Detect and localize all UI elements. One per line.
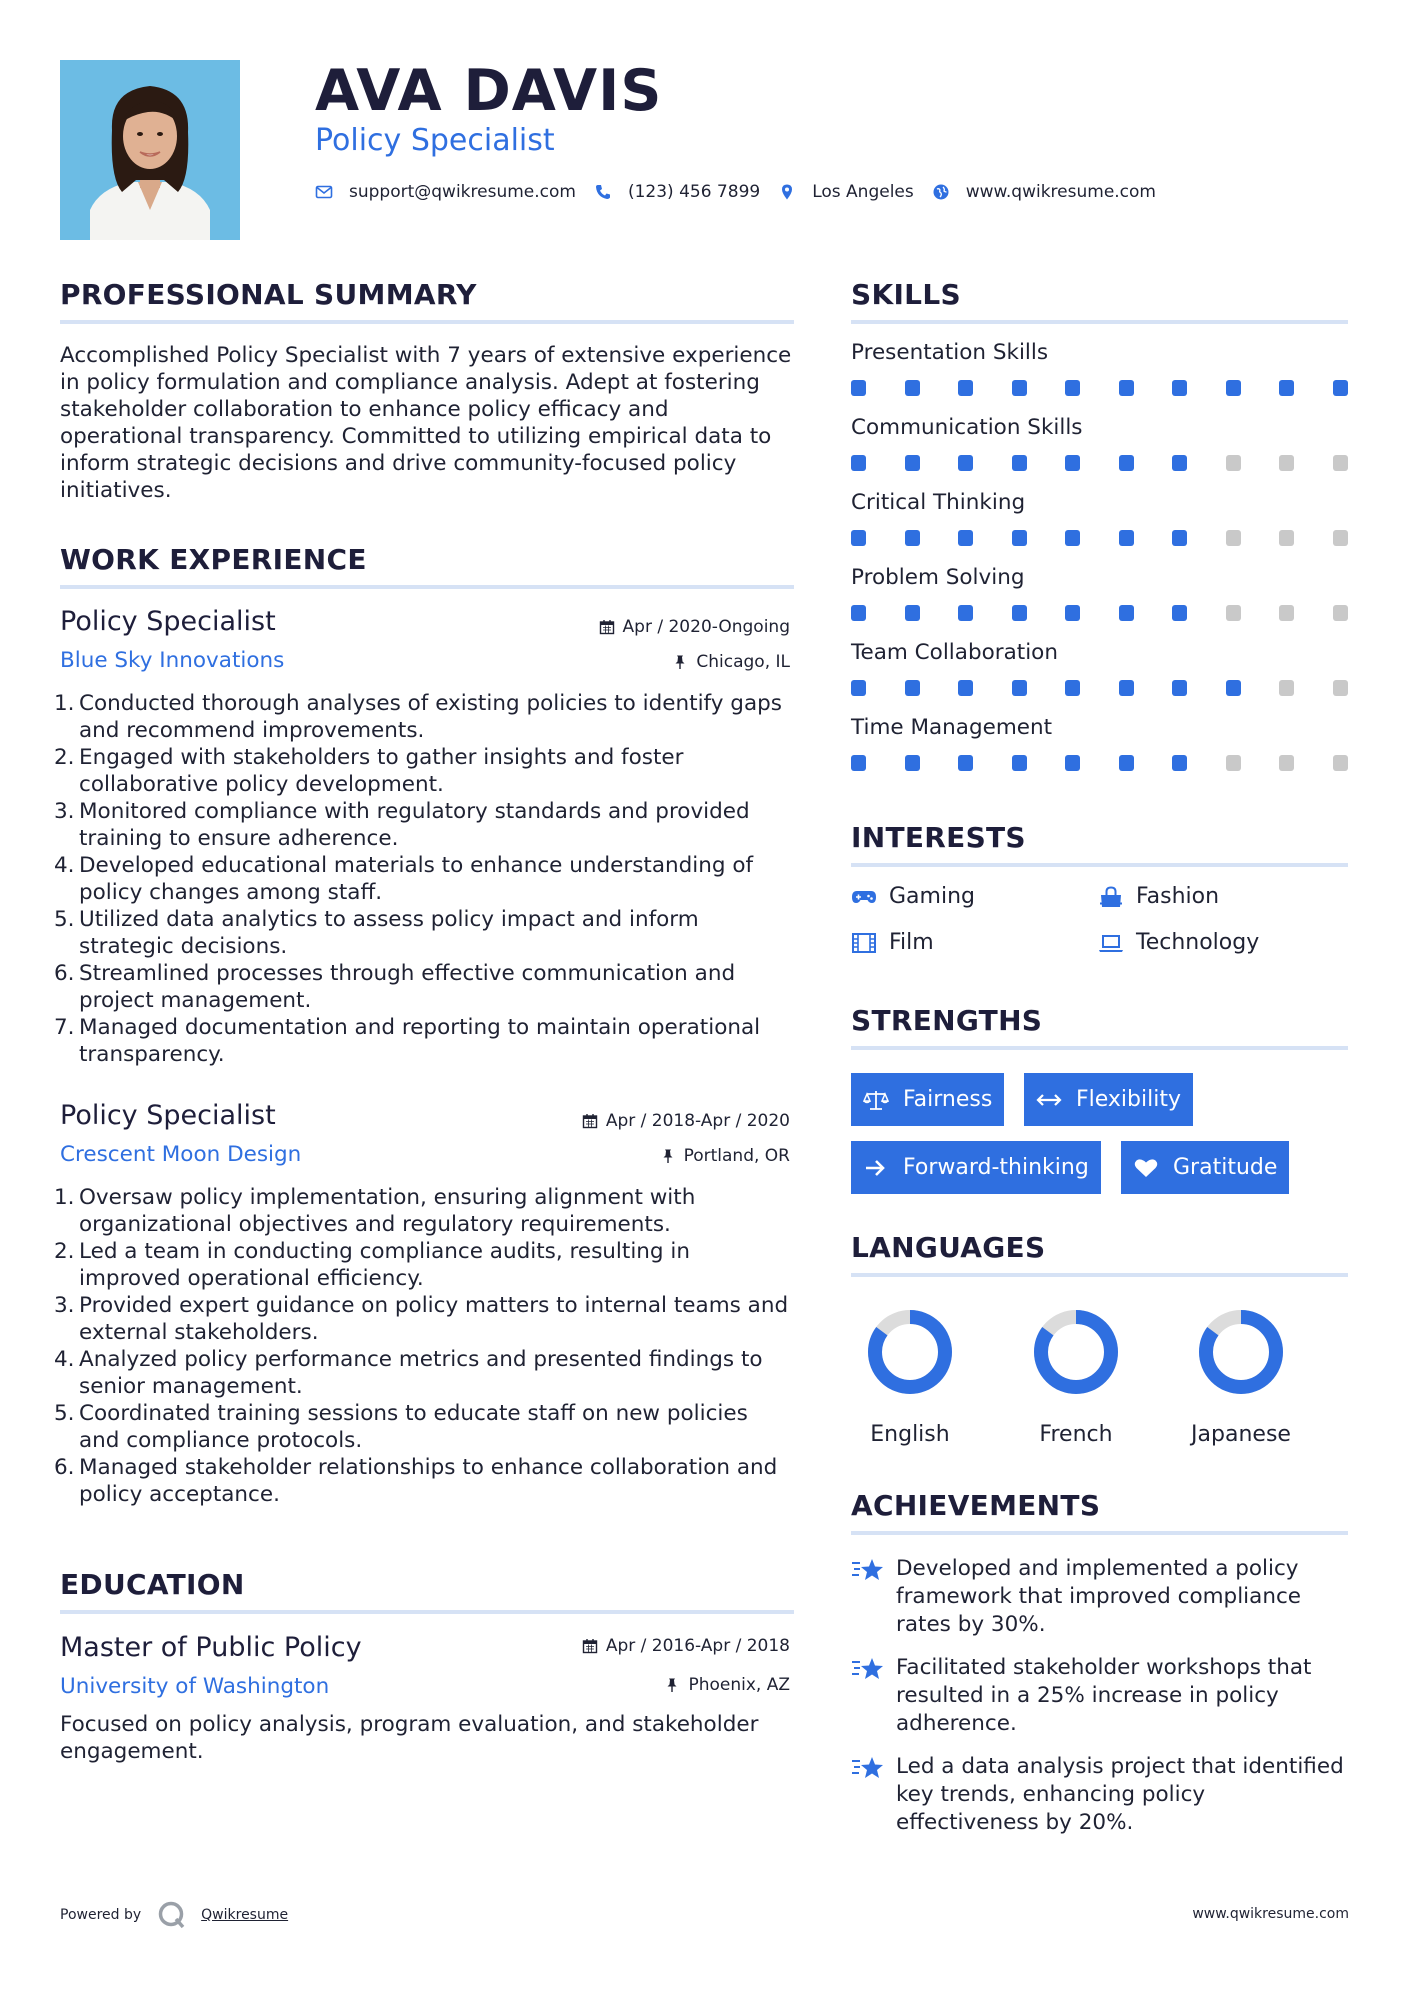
interest-label: Technology [1136, 930, 1260, 955]
skill-dot-filled [1065, 680, 1080, 696]
skill-dot-filled [1012, 680, 1027, 696]
skill-dot-filled [1119, 380, 1134, 396]
skill-dot-empty [1226, 455, 1241, 471]
skill-dot-filled [1119, 680, 1134, 696]
skill-name: Problem Solving [851, 565, 1025, 590]
skill-dot-filled [958, 605, 973, 621]
skill-dot-filled [1172, 530, 1187, 546]
achievement-item [851, 1753, 1351, 1837]
interest-gaming [851, 883, 975, 911]
interest-label: Gaming [889, 884, 975, 909]
interests-divider [851, 863, 1348, 867]
company-name[interactable]: Crescent Moon Design [60, 1142, 302, 1167]
skill-dot-filled [1172, 680, 1187, 696]
education-heading: EDUCATION [60, 1568, 245, 1601]
contact-website-text: www.qwikresume.com [965, 182, 1156, 202]
duty-item: 7. Managed documentation and reporting to maintain operational transparency. [54, 1015, 761, 1067]
calendar-icon [582, 1638, 598, 1654]
skill-dot-filled [1119, 605, 1134, 621]
skill-dot-empty [1226, 755, 1241, 771]
interest-film [851, 929, 934, 957]
skill-rating [851, 530, 1348, 548]
skill-dot-filled [958, 455, 973, 471]
duty-list [54, 690, 794, 1068]
portrait-image [60, 60, 240, 240]
summary-heading: PROFESSIONAL SUMMARY [60, 278, 477, 311]
duty-item: 3. Monitored compliance with regulatory standards and provided training to ensure adherence. [54, 799, 750, 851]
skill-dot-filled [851, 605, 866, 621]
duty-item: 3. Provided expert guidance on policy matters to internal teams and external stakeholders. [54, 1293, 789, 1345]
shooting-star-icon [851, 1557, 885, 1585]
skill-dot-filled [958, 755, 973, 771]
skill-dot-filled [1119, 530, 1134, 546]
interest-technology [1098, 929, 1259, 957]
company-name[interactable]: Blue Sky Innovations [60, 648, 285, 673]
duty-text: Developed educational materials to enhance understanding of policy changes among staff. [79, 853, 754, 905]
education-date-text: Apr / 2016-Apr / 2018 [605, 1636, 790, 1656]
duty-text: Monitored compliance with regulatory standards and provided training to ensure adherence. [79, 799, 750, 851]
skill-dot-filled [958, 530, 973, 546]
skill-dot-filled [905, 680, 920, 696]
skill-dot-empty [1333, 755, 1348, 771]
skill-dot-empty [1333, 680, 1348, 696]
duty-item: 2. Engaged with stakeholders to gather insights and foster collaborative policy development. [54, 745, 684, 797]
job-location-text: Portland, OR [683, 1146, 790, 1166]
duty-item: 4. Analyzed policy performance metrics and presented findings to senior management. [54, 1347, 763, 1399]
achievement-text: Developed and implemented a policy framework that improved compliance rates by 30%. [896, 1556, 1301, 1637]
skill-dot-filled [851, 755, 866, 771]
language-item [845, 1308, 975, 1449]
education-date [582, 1635, 790, 1657]
duty-text: Provided expert guidance on policy matters to internal teams and external stakeholders. [79, 1293, 789, 1345]
language-name: French [1039, 1422, 1113, 1447]
skill-dot-filled [1172, 755, 1187, 771]
skill-dot-filled [851, 455, 866, 471]
summary-text: Accomplished Policy Specialist with 7 years of extensive experience in policy formulation and compliance analysis. Adept at fostering stakeholder collaboration to enhance policy efficacy and operational transparency. Committed to utilizing empirical data to inform strategic decisions and drive community-focused policy initiatives. [60, 343, 792, 503]
calendar-icon [599, 619, 615, 635]
strength-label: Forward-thinking [903, 1155, 1089, 1180]
job-title: Policy Specialist [60, 1100, 276, 1131]
skill-name: Time Management [851, 715, 1053, 740]
languages-divider [851, 1273, 1348, 1277]
strength-fairness [851, 1073, 1004, 1126]
skill-dot-empty [1226, 530, 1241, 546]
contact-bar [315, 180, 1156, 204]
achievement-text: Led a data analysis project that identified key trends, enhancing policy effectiveness by 20%. [896, 1754, 1344, 1835]
duty-text: Managed documentation and reporting to maintain operational transparency. [79, 1015, 761, 1067]
contact-location [778, 182, 914, 202]
skill-dot-filled [1012, 380, 1027, 396]
skill-dot-filled [905, 605, 920, 621]
skill-dot-filled [1279, 380, 1294, 396]
globe-icon [932, 183, 950, 201]
duty-item: 4. Developed educational materials to enhance understanding of policy changes among staff. [54, 853, 754, 905]
skill-name: Critical Thinking [851, 490, 1026, 515]
footer-website[interactable]: www.qwikresume.com [1192, 1906, 1349, 1922]
skill-dot-filled [1172, 455, 1187, 471]
skill-dot-filled [1012, 530, 1027, 546]
shooting-star-icon [851, 1656, 885, 1684]
gamepad-icon [851, 886, 877, 908]
language-ring [866, 1308, 954, 1396]
skill-dot-filled [1065, 755, 1080, 771]
skill-dot-filled [1119, 755, 1134, 771]
duty-text: Streamlined processes through effective communication and project management. [79, 961, 736, 1013]
skill-dot-filled [851, 680, 866, 696]
pushpin-icon [660, 1148, 676, 1164]
skill-dot-empty [1333, 530, 1348, 546]
skill-name: Team Collaboration [851, 640, 1058, 665]
achievement-item [851, 1654, 1351, 1738]
duty-item: 6. Managed stakeholder relationships to enhance collaboration and policy acceptance. [54, 1455, 778, 1507]
skill-dot-empty [1279, 680, 1294, 696]
skill-dot-empty [1333, 605, 1348, 621]
skill-dot-empty [1279, 755, 1294, 771]
duty-text: Utilized data analytics to assess policy impact and inform strategic decisions. [79, 907, 699, 959]
education-description: Focused on policy analysis, program evaluation, and stakeholder engagement. [60, 1712, 759, 1764]
heart-icon [1133, 1157, 1159, 1179]
skill-dot-filled [1172, 605, 1187, 621]
experience-divider [60, 585, 794, 589]
candidate-role: Policy Specialist [315, 123, 555, 158]
skill-dot-filled [905, 530, 920, 546]
contact-email[interactable] [315, 182, 576, 202]
skill-rating [851, 455, 1348, 473]
summary-divider [60, 320, 794, 324]
job-location [672, 651, 790, 673]
laptop-icon [1098, 932, 1124, 954]
skill-dot-filled [1012, 755, 1027, 771]
degree-title: Master of Public Policy [60, 1632, 362, 1663]
skill-dot-filled [1172, 380, 1187, 396]
qwikresume-logo-icon [157, 1900, 187, 1930]
duty-text: Conducted thorough analyses of existing policies to identify gaps and recommend improvements. [79, 691, 782, 743]
skill-dot-empty [1333, 455, 1348, 471]
duty-item: 5. Utilized data analytics to assess policy impact and inform strategic decisions. [54, 907, 699, 959]
skill-rating [851, 755, 1348, 773]
interests-heading: INTERESTS [851, 821, 1026, 854]
language-item [1176, 1308, 1306, 1449]
skill-dot-filled [1012, 605, 1027, 621]
achievements-divider [851, 1531, 1348, 1535]
skill-dot-filled [851, 530, 866, 546]
skill-dot-filled [1065, 455, 1080, 471]
phone-icon [594, 183, 612, 201]
duty-item: 6. Streamlined processes through effective communication and project management. [54, 961, 736, 1013]
brand-link[interactable]: Qwikresume [201, 1907, 289, 1923]
footer-powered-by [60, 1900, 288, 1930]
job-location [660, 1145, 790, 1167]
job-date-text: Apr / 2020-Ongoing [622, 617, 790, 637]
strength-forward-thinking [851, 1141, 1101, 1194]
skill-rating [851, 605, 1348, 623]
education-divider [60, 1610, 794, 1614]
achievement-item [851, 1555, 1351, 1639]
strength-flexibility [1024, 1073, 1193, 1126]
strengths-heading: STRENGTHS [851, 1004, 1043, 1037]
skill-rating [851, 380, 1348, 398]
experience-heading: WORK EXPERIENCE [60, 543, 367, 576]
calendar-icon [582, 1113, 598, 1129]
job-date [599, 616, 790, 638]
skill-dot-filled [1065, 605, 1080, 621]
profile-photo [60, 60, 240, 240]
duty-item: 1. Conducted thorough analyses of existing policies to identify gaps and recommend improvements. [54, 691, 782, 743]
envelope-icon [315, 183, 333, 201]
skill-dot-filled [1119, 455, 1134, 471]
job-date-text: Apr / 2018-Apr / 2020 [605, 1111, 790, 1131]
contact-phone[interactable] [594, 182, 760, 202]
duty-text: Engaged with stakeholders to gather insights and foster collaborative policy development. [79, 745, 684, 797]
language-name: English [870, 1422, 950, 1447]
candidate-name: AVA DAVIS [315, 58, 663, 124]
contact-location-text: Los Angeles [812, 182, 914, 202]
language-item [1011, 1308, 1141, 1449]
skill-dot-filled [1065, 380, 1080, 396]
duty-text: Coordinated training sessions to educate staff on new policies and compliance protocols. [79, 1401, 748, 1453]
skill-dot-filled [905, 455, 920, 471]
interest-fashion [1098, 883, 1219, 911]
skill-dot-filled [1065, 530, 1080, 546]
language-ring [1032, 1308, 1120, 1396]
interest-label: Fashion [1136, 884, 1220, 909]
map-pin-icon [778, 183, 796, 201]
contact-phone-text: (123) 456 7899 [627, 182, 761, 202]
duty-text: Oversaw policy implementation, ensuring alignment with organizational objectives and regulatory requirements. [79, 1185, 696, 1237]
balance-scale-icon [863, 1089, 889, 1111]
arrows-horizontal-icon [1036, 1089, 1062, 1111]
skill-dot-filled [1012, 455, 1027, 471]
job-location-text: Chicago, IL [696, 652, 790, 672]
education-location [664, 1674, 790, 1696]
skill-dot-filled [905, 380, 920, 396]
interest-label: Film [889, 930, 934, 955]
skill-name: Communication Skills [851, 415, 1083, 440]
pushpin-icon [664, 1677, 680, 1693]
contact-website[interactable] [932, 182, 1156, 202]
strengths-divider [851, 1046, 1348, 1050]
skill-dot-empty [1279, 455, 1294, 471]
skills-heading: SKILLS [851, 278, 961, 311]
arrow-right-icon [863, 1157, 889, 1179]
duty-list [54, 1184, 794, 1508]
job-title: Policy Specialist [60, 606, 276, 637]
skill-dot-filled [851, 380, 866, 396]
language-ring [1197, 1308, 1285, 1396]
film-icon [851, 932, 877, 954]
shopping-bag-icon [1098, 886, 1124, 908]
contact-email-text: support@qwikresume.com [349, 182, 576, 202]
duty-text: Analyzed policy performance metrics and presented findings to senior management. [79, 1347, 763, 1399]
achievements-heading: ACHIEVEMENTS [851, 1489, 1101, 1522]
school-name[interactable]: University of Washington [60, 1674, 330, 1699]
skill-dot-filled [1333, 380, 1348, 396]
strength-label: Fairness [903, 1087, 993, 1112]
skill-dot-filled [1226, 680, 1241, 696]
pushpin-icon [672, 654, 688, 670]
job-date [582, 1110, 790, 1132]
shooting-star-icon [851, 1755, 885, 1783]
skill-rating [851, 680, 1348, 698]
skill-dot-empty [1279, 530, 1294, 546]
skill-name: Presentation Skills [851, 340, 1049, 365]
duty-item: 1. Oversaw policy implementation, ensuring alignment with organizational objectives and regulatory requirements. [54, 1185, 696, 1237]
skill-dot-empty [1279, 605, 1294, 621]
skill-dot-empty [1226, 605, 1241, 621]
strength-gratitude [1121, 1141, 1289, 1194]
powered-by-label: Powered by [60, 1907, 142, 1923]
achievement-text: Facilitated stakeholder workshops that resulted in a 25% increase in policy adherence. [896, 1655, 1312, 1736]
skills-divider [851, 320, 1348, 324]
strength-label: Gratitude [1173, 1155, 1278, 1180]
skill-dot-filled [905, 755, 920, 771]
duty-item: 2. Led a team in conducting compliance audits, resulting in improved operational efficiency. [54, 1239, 690, 1291]
language-name: Japanese [1191, 1422, 1291, 1447]
education-location-text: Phoenix, AZ [688, 1675, 790, 1695]
skill-dot-filled [1226, 380, 1241, 396]
skill-dot-filled [958, 380, 973, 396]
skill-dot-filled [958, 680, 973, 696]
duty-text: Managed stakeholder relationships to enhance collaboration and policy acceptance. [79, 1455, 778, 1507]
duty-item: 5. Coordinated training sessions to educate staff on new policies and compliance protocols. [54, 1401, 748, 1453]
duty-text: Led a team in conducting compliance audits, resulting in improved operational efficiency. [79, 1239, 690, 1291]
languages-heading: LANGUAGES [851, 1231, 1046, 1264]
strength-label: Flexibility [1076, 1087, 1181, 1112]
